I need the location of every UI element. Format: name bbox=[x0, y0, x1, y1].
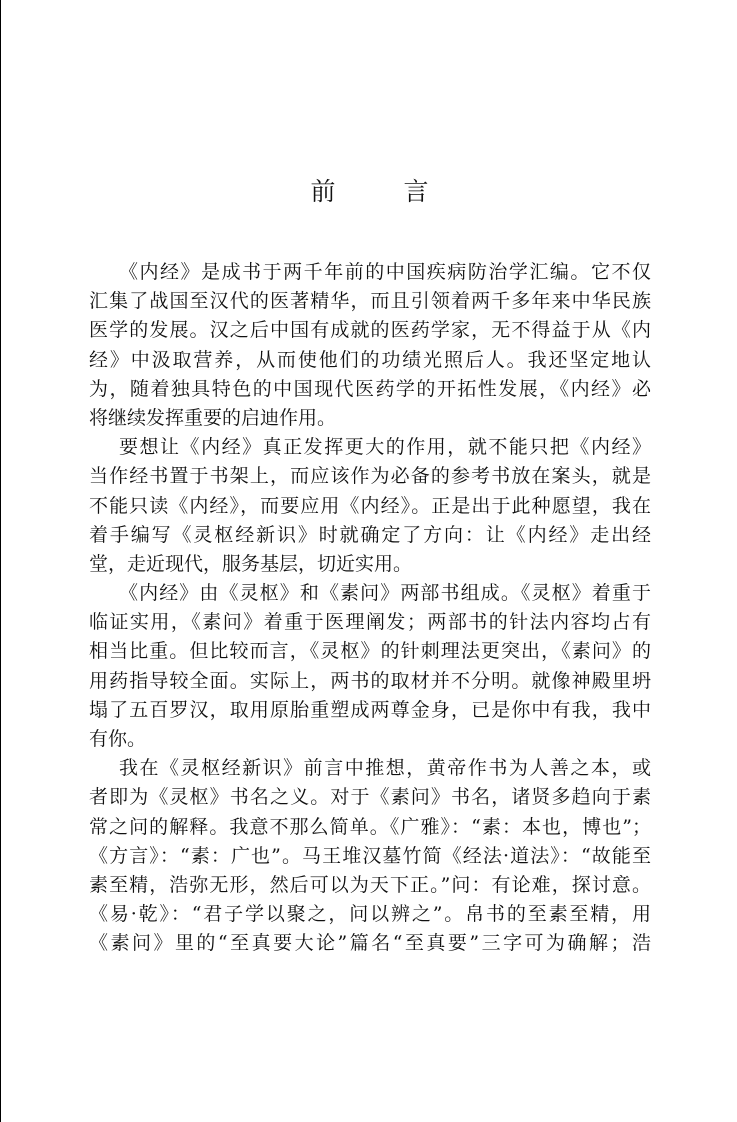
text-line: 有你。 bbox=[89, 728, 147, 750]
text-line: 素至精，浩弥无形，然后可以为天下正。”问：有论难，探讨意。 bbox=[89, 873, 651, 896]
text-line: 经》中汲取营养，从而使他们的功绩光照后人。我还坚定地认 bbox=[89, 348, 651, 371]
text-line: 不能只读《内经》，而要应用《内经》。正是出于此种愿望，我在 bbox=[89, 494, 651, 517]
text-line: 《易·乾》：“君子学以聚之，问以辨之”。帛书的至素至精，用 bbox=[89, 903, 651, 926]
text-line: 塌了五百罗汉，取用原胎重塑成两尊金身，已是你中有我，我中 bbox=[89, 698, 651, 721]
text-line: 要想让《内经》真正发挥更大的作用，就不能只把《内经》 bbox=[119, 436, 651, 459]
text-line: 相当比重。但比较而言，《灵枢》的针刺理法更突出，《素问》的 bbox=[89, 640, 651, 663]
text-line: 医学的发展。汉之后中国有成就的医药学家，无不得益于从《内 bbox=[89, 319, 651, 342]
text-line: 者即为《灵枢》书名之义。对于《素问》书名，诸贤多趋向于素 bbox=[89, 786, 651, 809]
text-line: 《方言》：“素：广也”。马王堆汉墓竹简《经法·道法》：“故能至 bbox=[89, 844, 651, 867]
text-line: 我在《灵枢经新识》前言中推想，黄帝作书为人善之本，或 bbox=[119, 757, 651, 780]
text-line: 临证实用，《素问》着重于医理阐发；两部书的针法内容均占有 bbox=[89, 611, 651, 634]
text-line: 为，随着独具特色的中国现代医药学的开拓性发展，《内经》必 bbox=[89, 377, 651, 400]
text-line: 着手编写《灵枢经新识》时就确定了方向：让《内经》走出经 bbox=[89, 523, 651, 546]
text-line: 用药指导较全面。实际上，两书的取材并不分明。就像神殿里坍 bbox=[89, 669, 651, 692]
preface-body bbox=[89, 258, 651, 959]
text-line: 将继续发挥重要的启迪作用。 bbox=[89, 406, 337, 429]
text-line: 《内经》由《灵枢》和《素问》两部书组成。《灵枢》着重于 bbox=[119, 582, 651, 605]
text-line: 《素问》里的“至真要大论”篇名“至真要”三字可为确解；浩 bbox=[89, 932, 651, 955]
text-line: 汇集了战国至汉代的医著精华，而且引领着两千多年来中华民族 bbox=[89, 290, 651, 313]
text-line: 《内经》是成书于两千年前的中国疾病防治学汇编。它不仅 bbox=[119, 261, 651, 283]
text-line: 堂，走近现代，服务基层，切近实用。 bbox=[89, 552, 413, 575]
page-title: 前 言 bbox=[310, 177, 459, 206]
text-line: 当作经书置于书架上，而应该作为必备的参考书放在案头，就是 bbox=[89, 465, 651, 488]
text-line: 常之问的解释。我意不那么简单。《广雅》：“素：本也，博也”； bbox=[89, 815, 651, 838]
